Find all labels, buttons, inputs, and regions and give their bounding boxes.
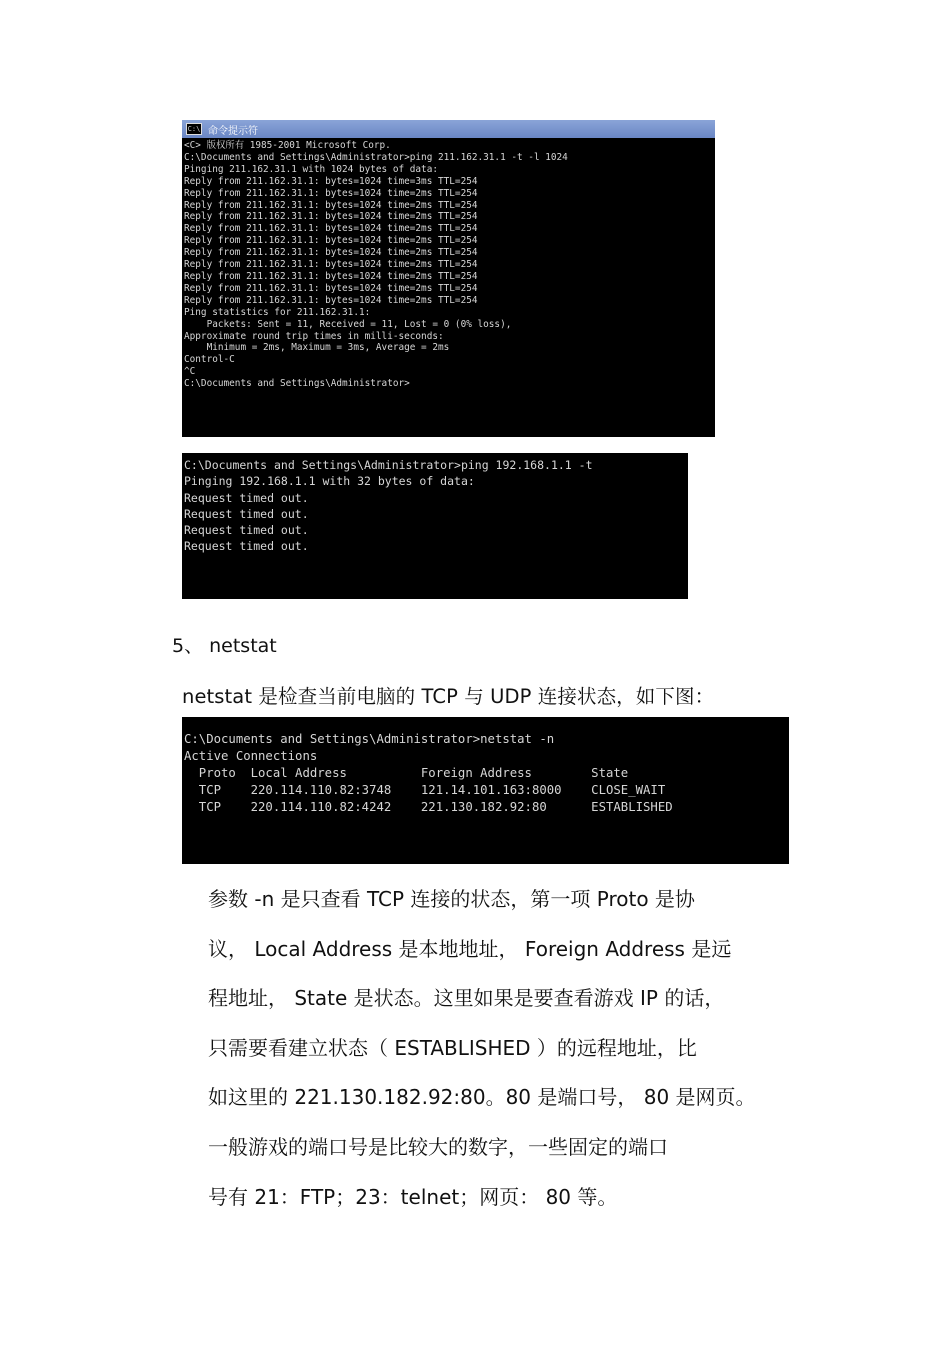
paragraph-line: 号有 21：FTP；23：telnet；网页： 80 等。 [208, 1184, 618, 1209]
console-line: Reply from 211.162.31.1: bytes=1024 time=2ms TTL=254 [184, 223, 478, 235]
console-line: C:\Documents and Settings\Administrator>ping 192.168.1.1 -t [184, 458, 593, 472]
section-heading: 5、 netstat [172, 635, 277, 657]
console-line: Request timed out. [184, 523, 309, 538]
console-line: TCP 220.114.110.82:3748 121.14.101.163:8000 CLOSE_WAIT [184, 783, 666, 797]
paragraph-line: 参数 -n 是只查看 TCP 连接的状态，第一项 Proto 是协 [208, 887, 695, 911]
console-line: ^C [184, 366, 196, 378]
console-line: Ping statistics for 211.162.31.1: [184, 306, 371, 318]
console-line: <C> 版权所有 1985-2001 Microsoft Corp. [184, 140, 391, 151]
console-line: Reply from 211.162.31.1: bytes=1024 time=2ms TTL=254 [184, 270, 478, 282]
console-line: Reply from 211.162.31.1: bytes=1024 time=2ms TTL=254 [184, 211, 478, 223]
console-line: Reply from 211.162.31.1: bytes=1024 time=2ms TTL=254 [184, 199, 478, 211]
window-title: 命令提示符 [208, 125, 258, 137]
console-line: Packets: Sent = 11, Received = 11, Lost = 0 (0% loss), [184, 318, 512, 330]
paragraph-line: 只需要看建立状态（ ESTABLISHED ）的远程地址，比 [208, 1035, 697, 1060]
console-line: Request timed out. [184, 490, 309, 505]
cmd-icon: C:\ [187, 125, 201, 133]
console-line: Minimum = 2ms, Maximum = 3ms, Average = 2ms [184, 342, 450, 354]
console-line: C:\Documents and Settings\Administrator>ping 211.162.31.1 -t -l 1024 [184, 151, 568, 163]
console-line: Reply from 211.162.31.1: bytes=1024 time=2ms TTL=254 [184, 294, 478, 306]
console-line: Request timed out. [184, 506, 309, 521]
console-line: Request timed out. [184, 539, 309, 554]
console-line: Proto Local Address Foreign Address State [184, 766, 629, 780]
console-line: Approximate round trip times in milli-seconds: [184, 330, 444, 342]
command-prompt-window-ping-reply [182, 120, 715, 437]
console-line: Active Connections [184, 749, 318, 763]
console-line: C:\Documents and Settings\Administrator>netstat -n [184, 732, 555, 746]
paragraph-line: 一般游戏的端口号是比较大的数字，一些固定的端口 [208, 1134, 668, 1159]
command-prompt-ping-timeout [182, 453, 688, 599]
paragraph-line: 议， Local Address 是本地地址， Foreign Address 是远 [208, 936, 732, 961]
console-line: Pinging 211.162.31.1 with 1024 bytes of data: [184, 163, 438, 175]
console-line: Reply from 211.162.31.1: bytes=1024 time=2ms TTL=254 [184, 282, 478, 294]
console-line: Reply from 211.162.31.1: bytes=1024 time=2ms TTL=254 [184, 235, 478, 247]
console-line: Reply from 211.162.31.1: bytes=1024 time=2ms TTL=254 [184, 187, 478, 199]
console-line: Reply from 211.162.31.1: bytes=1024 time=2ms TTL=254 [184, 259, 478, 271]
console-line: TCP 220.114.110.82:4242 221.130.182.92:80 ESTABLISHED [184, 800, 673, 814]
console-line: Reply from 211.162.31.1: bytes=1024 time=2ms TTL=254 [184, 247, 478, 259]
window-titlebar[interactable] [182, 120, 715, 138]
console-line: C:\Documents and Settings\Administrator> [184, 378, 410, 390]
paragraph-line: 程地址， State 是状态。这里如果是要查看游戏 IP 的话， [208, 986, 725, 1011]
command-prompt-netstat [182, 717, 789, 864]
console-line: Reply from 211.162.31.1: bytes=1024 time=3ms TTL=254 [184, 175, 478, 187]
explanation-paragraph [208, 875, 808, 1222]
intro-text: netstat 是检查当前电脑的 TCP 与 UDP 连接状态，如下图： [182, 685, 715, 708]
console-line: Pinging 192.168.1.1 with 32 bytes of data: [184, 474, 475, 489]
paragraph-line: 如这里的 221.130.182.92:80。80 是端口号， 80 是网页。 [208, 1085, 756, 1110]
console-output [182, 138, 715, 390]
console-line: Control-C [184, 354, 235, 366]
